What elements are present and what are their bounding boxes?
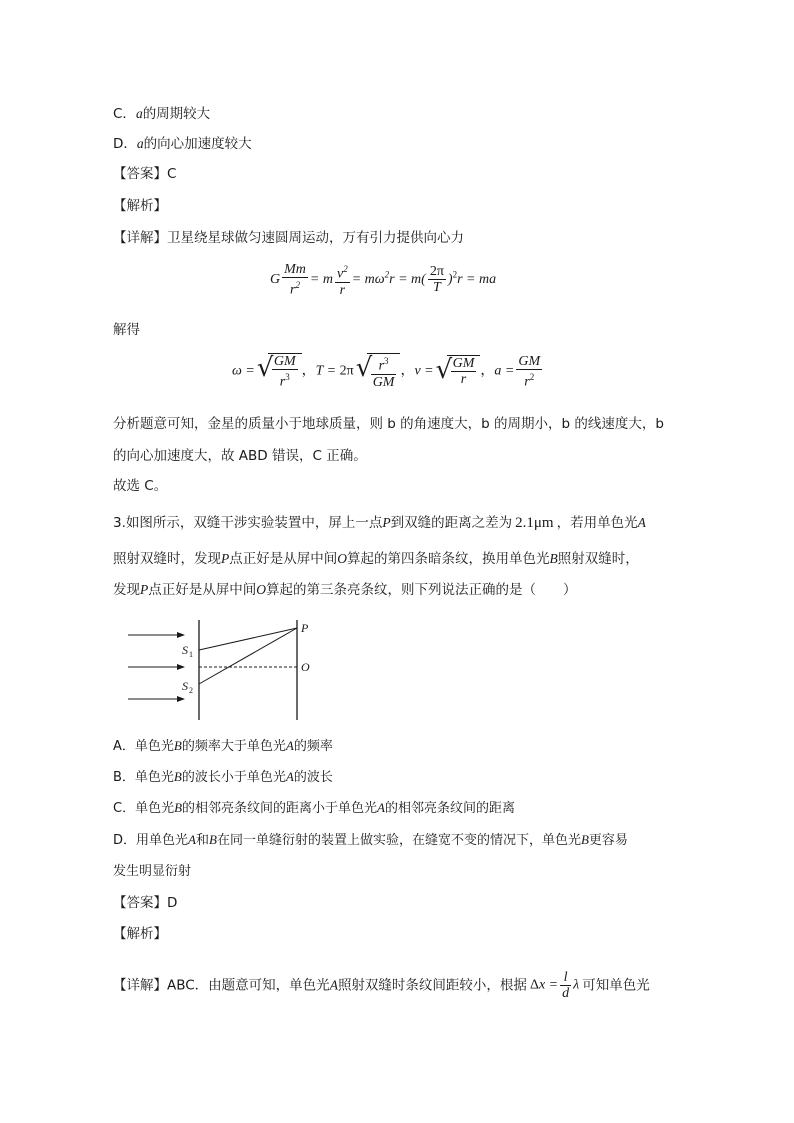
q3-option-text: 的相邻亮条纹间的距离 xyxy=(385,801,516,816)
q2-detail-text: 卫星绕星球做匀速圆周运动，万有引力提供向心力 xyxy=(167,230,464,246)
q2-detail-label: 【详解】 xyxy=(113,230,167,246)
q3-option-b xyxy=(113,767,333,788)
q2-option-c xyxy=(113,104,210,124)
q2-option-c-var: a xyxy=(135,106,143,121)
q2-analysis-line-1: 分析题意可知，金星的质量小于地球质量，则 b 的角速度大，b 的周期小，b 的线速度大，b xyxy=(113,416,664,432)
q2-option-d-text: 的向心加速度较大 xyxy=(143,136,252,152)
label-s1-sub: 1 xyxy=(189,650,193,659)
q3-option-d-line-2: 发生明显衍射 xyxy=(113,864,192,879)
q3-var-a: A xyxy=(329,977,338,993)
q2-result-equation: ω = √ $\frac{GM}{r^3}$ ，T = 2π √ $\frac{r^3}{GM}$ ，v = √ $\frac{GM}{r}$ ，a = $\frac{GM}{r^2}$ xyxy=(232,353,541,390)
q2-force-equation: G $\frac{Mm}{r^2}$ = m $\frac{v^2}{r}$ = $m\omega^2r = m$( $\frac{2\pi}{T}$ )$^2$r = ma xyxy=(270,262,497,298)
q3-option-text: D．用单色光 xyxy=(113,833,189,848)
q3-answer-label: 【答案】 xyxy=(113,895,167,911)
q3-option-text: C．单色光 xyxy=(113,801,175,816)
q3-analysis-label: 【解析】 xyxy=(113,926,167,942)
q3-option-text: 的相邻亮条纹间的距离小于单色光 xyxy=(182,801,378,816)
label-o: O xyxy=(301,660,310,674)
q3-var-a: A xyxy=(188,832,196,847)
q3-answer xyxy=(113,893,177,913)
q3-option-c xyxy=(113,798,515,819)
q3-detail-text: 照射双缝时条纹间距较小，根据 xyxy=(337,977,527,994)
q3-var-b: B xyxy=(580,832,589,847)
q3-stem-line-1 xyxy=(113,513,646,533)
q2-option-c-text: 的周期较大 xyxy=(142,106,211,122)
label-s2-sub: 2 xyxy=(189,686,193,695)
q3-stem-text: 算起的第四条暗条纹，换用单色光 xyxy=(347,551,550,567)
q2-answer xyxy=(113,164,176,184)
q3-var-a: A xyxy=(637,515,646,530)
q3-var-o: O xyxy=(337,551,347,566)
q3-fringe-spacing-formula: Δx = $\frac{l}{d}$ λ xyxy=(529,970,580,1001)
q3-var-a: A xyxy=(285,738,294,753)
q3-detail xyxy=(113,970,650,1001)
q2-option-d xyxy=(113,134,252,154)
q2-option-d-prefix: D． xyxy=(113,136,137,152)
q2-analysis-line-2: 的向心加速度大，故 ABD 错误，C 正确。 xyxy=(113,448,367,464)
q2-answer-value: C xyxy=(167,166,177,182)
label-s2: S xyxy=(182,679,188,693)
q2-detail xyxy=(113,228,464,248)
q3-stem-text: 算起的第三条亮条纹，则下列说法正确的是（ ） xyxy=(266,582,577,598)
q3-option-text: 的波长 xyxy=(293,770,333,785)
q2-conclusion: 故选 C。 xyxy=(113,478,168,494)
double-slit-diagram xyxy=(120,618,330,724)
q3-option-text: 在同一单缝衍射的装置上做实验，在缝宽不变的情况下，单色光 xyxy=(216,833,581,848)
q3-detail-text: 可知单色光 xyxy=(582,977,650,994)
q3-stem-line-2 xyxy=(113,549,639,569)
q2-answer-label: 【答案】 xyxy=(113,166,167,182)
q3-option-a xyxy=(113,736,333,757)
q3-option-text: B．单色光 xyxy=(113,770,174,785)
q2-solve-text: 解得 xyxy=(113,322,140,338)
q3-var-a: A xyxy=(377,800,385,815)
q3-stem-text: 3.如图所示，双缝干涉实验装置中，屏上一点 xyxy=(113,515,383,531)
q2-analysis-label: 【解析】 xyxy=(113,198,167,214)
q3-var-b: B xyxy=(173,738,182,753)
q3-answer-value: D xyxy=(167,895,178,911)
q3-stem-text: 照射双缝时， xyxy=(557,551,639,567)
q3-var-a: A xyxy=(285,769,294,784)
q3-stem-text: 点正好是从屏中间 xyxy=(148,582,257,598)
ray-s1-p xyxy=(199,628,297,650)
q3-stem-line-3 xyxy=(113,580,577,600)
q3-stem-text: 照射双缝时，发现 xyxy=(113,551,221,567)
ray-s2-p xyxy=(199,628,297,684)
q3-var-b: B xyxy=(174,800,183,815)
q3-path-difference: 2.1μm xyxy=(515,515,554,531)
q3-option-d xyxy=(113,830,628,851)
label-p: P xyxy=(301,621,309,635)
q3-var-p: P xyxy=(221,551,230,566)
q3-option-text: 的频率大于单色光 xyxy=(181,739,286,754)
q2-option-c-prefix: C． xyxy=(113,106,136,122)
q3-stem-text: 到双缝的距离之差为 xyxy=(390,515,513,531)
q3-option-text: 和 xyxy=(195,833,209,848)
q3-var-b: B xyxy=(549,551,558,566)
q3-var-b: B xyxy=(173,769,182,784)
q3-var-p: P xyxy=(140,582,149,597)
label-s1: S xyxy=(182,643,188,657)
q3-var-b: B xyxy=(208,832,217,847)
q3-stem-text: ，若用单色光 xyxy=(556,515,638,531)
q3-detail-label: 【详解】 xyxy=(113,977,167,994)
q3-option-text: 的频率 xyxy=(293,739,333,754)
q3-option-text: 更容易 xyxy=(588,833,628,848)
q3-option-text: A．单色光 xyxy=(113,739,174,754)
q3-option-text: 的波长小于单色光 xyxy=(181,770,286,785)
q3-stem-text: 发现 xyxy=(113,582,140,598)
q3-var-p: P xyxy=(382,515,391,530)
q3-var-o: O xyxy=(256,582,266,597)
q3-stem-text: 点正好是从屏中间 xyxy=(229,551,338,567)
q3-detail-text: ABC．由题意可知，单色光 xyxy=(167,977,330,994)
q2-option-d-var: a xyxy=(136,136,144,151)
